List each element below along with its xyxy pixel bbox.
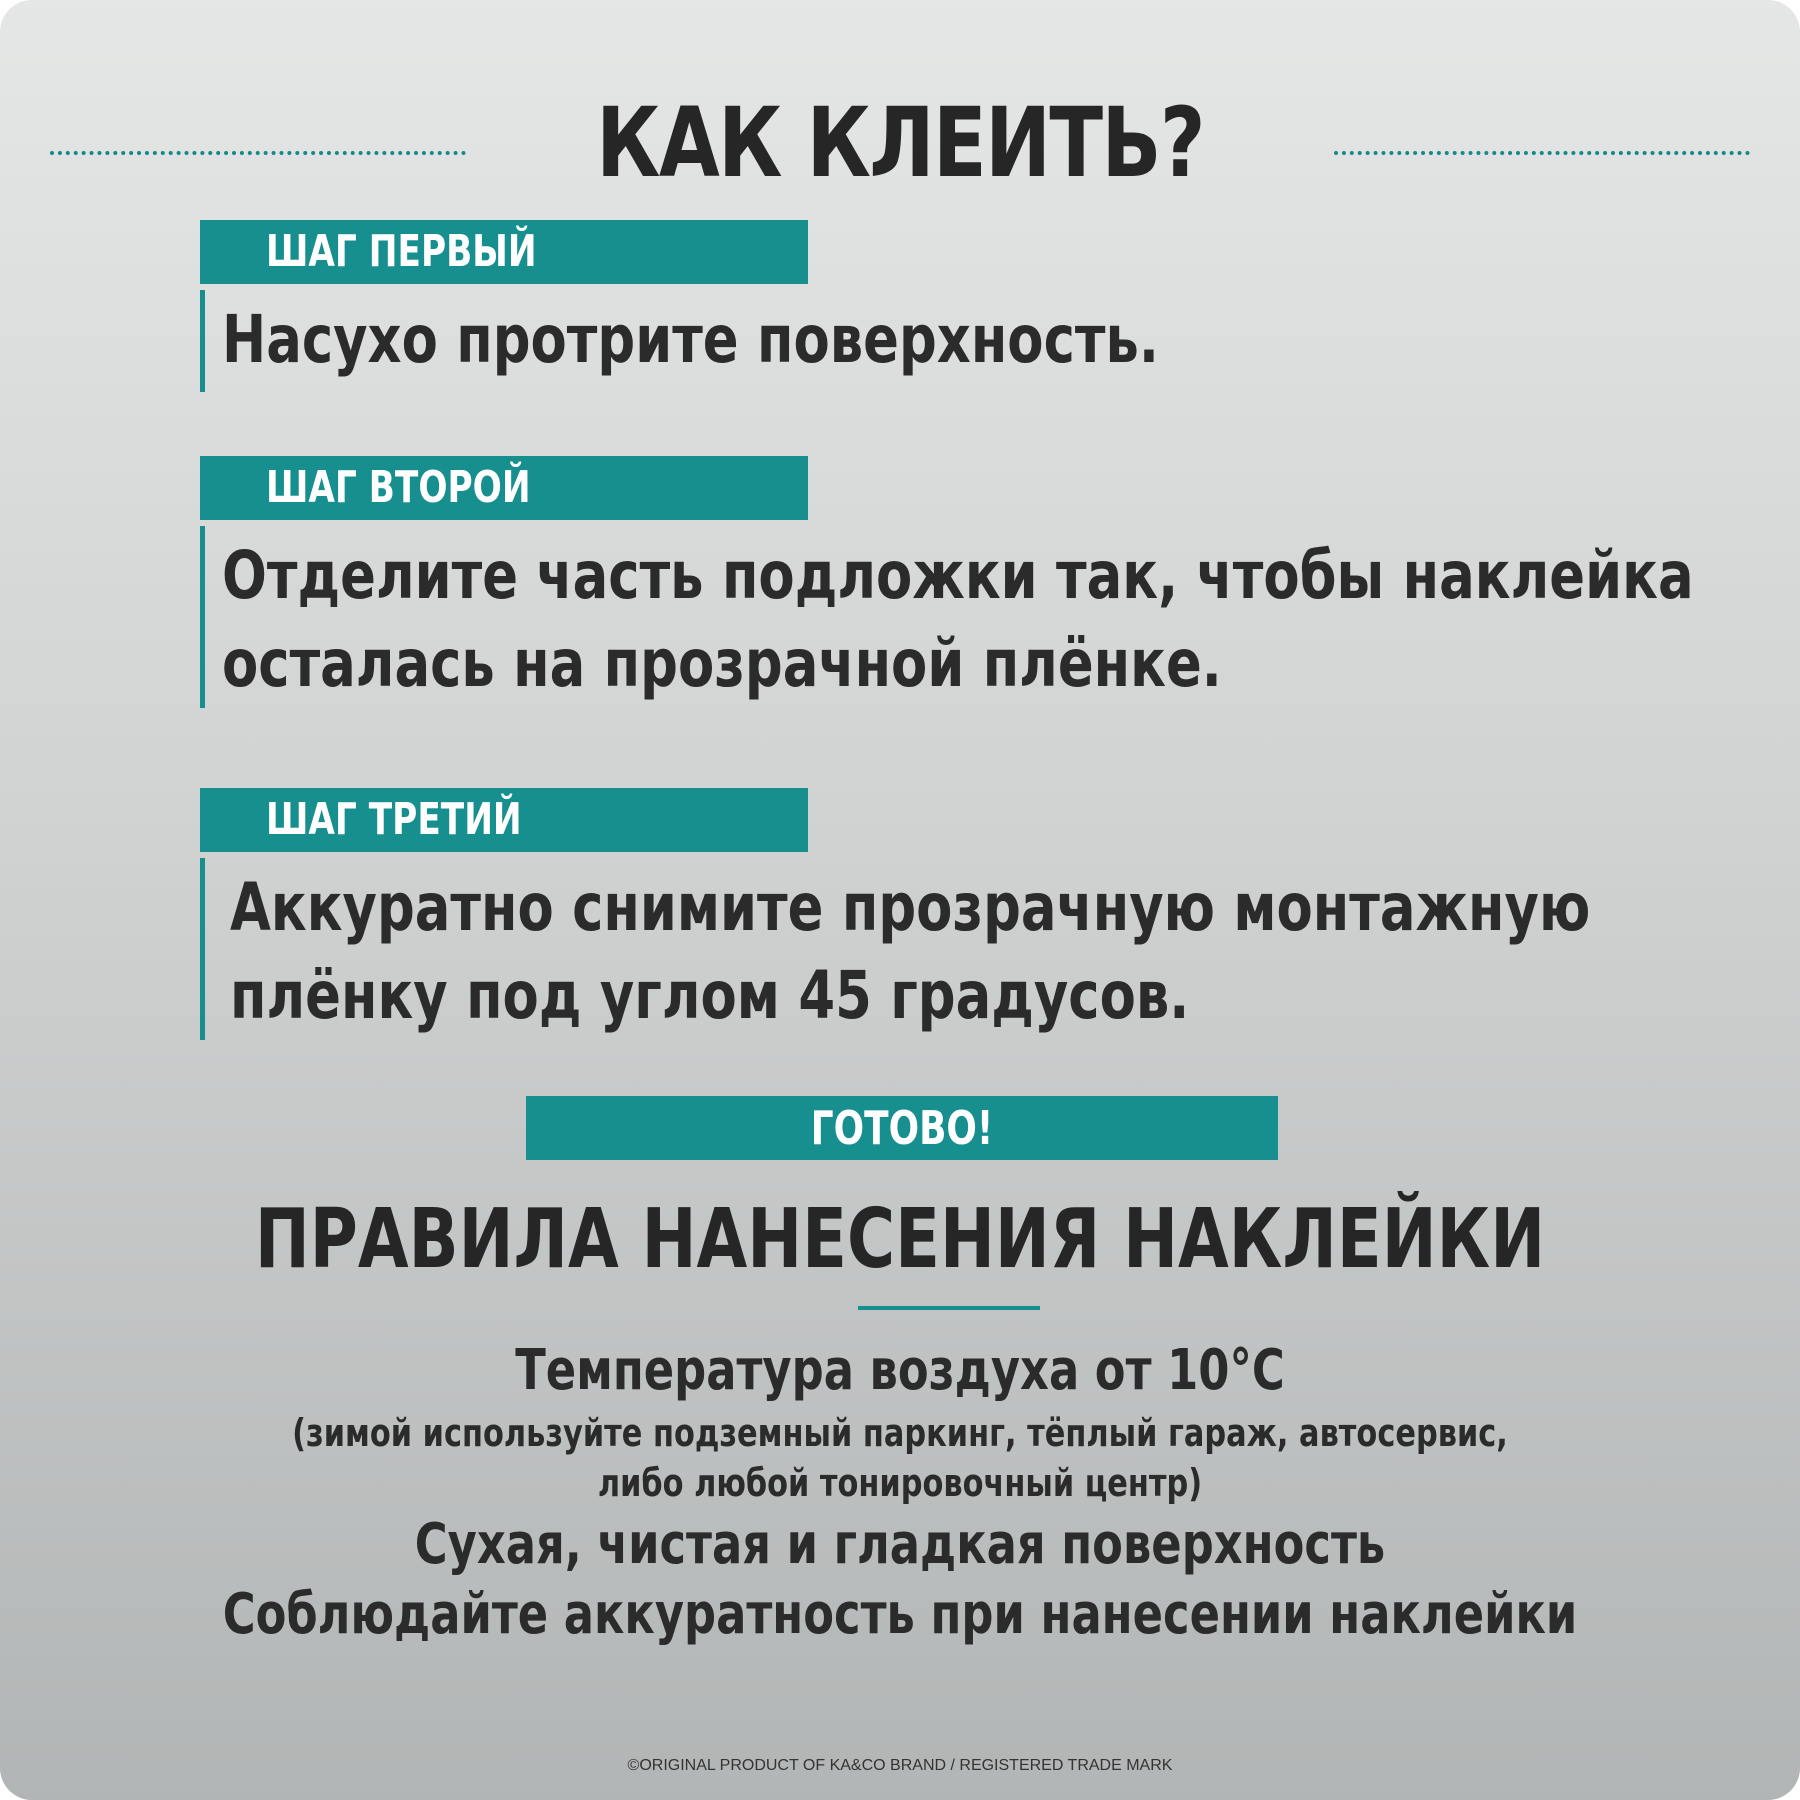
rules-title-underline — [858, 1306, 1040, 1310]
rule-temperature: Температура воздуха от 10°С — [515, 1338, 1285, 1403]
rule-temperature-note-2: либо любой тонировочный центр) — [597, 1461, 1203, 1505]
step-3-body — [200, 858, 1600, 1040]
rules-title: ПРАВИЛА НАНЕСЕНИЯ НАКЛЕЙКИ — [254, 1192, 1546, 1287]
page-title: КАК КЛЕИТЬ? — [596, 87, 1204, 199]
step-3-text-line-2: плёнку под углом 45 градусов. — [230, 957, 1190, 1034]
step-1-text-line-1: Насухо протрите поверхность. — [222, 301, 1159, 378]
step-3-label: ШАГ ТРЕТИЙ — [266, 794, 522, 845]
step-2-label: ШАГ ВТОРОЙ — [266, 462, 531, 513]
rule-accuracy: Соблюдайте аккуратность при нанесении наклейки — [222, 1582, 1578, 1647]
step-1-label: ШАГ ПЕРВЫЙ — [266, 226, 537, 277]
step-1-header — [200, 220, 808, 284]
step-2-text-line-1: Отделите часть подложки так, чтобы наклейка — [222, 537, 1694, 614]
step-3-header — [200, 788, 808, 852]
done-label: ГОТОВО! — [810, 1101, 994, 1155]
step-2-text-line-2: осталась на прозрачной плёнке. — [222, 625, 1222, 702]
step-1-body — [200, 290, 1600, 392]
step-2-body — [200, 526, 1694, 708]
step-2-header — [200, 456, 808, 520]
rule-surface: Сухая, чистая и гладкая поверхность — [414, 1512, 1386, 1577]
rule-temperature-note-1: (зимой используйте подземный паркинг, тёплый гараж, автосервис, — [292, 1411, 1508, 1455]
done-banner — [526, 1096, 1278, 1160]
footer-trademark: ©ORIGINAL PRODUCT OF KA&CO BRAND / REGISTERED TRADE MARK — [627, 1757, 1173, 1774]
step-3-text-line-1: Аккуратно снимите прозрачную монтажную — [230, 869, 1591, 946]
